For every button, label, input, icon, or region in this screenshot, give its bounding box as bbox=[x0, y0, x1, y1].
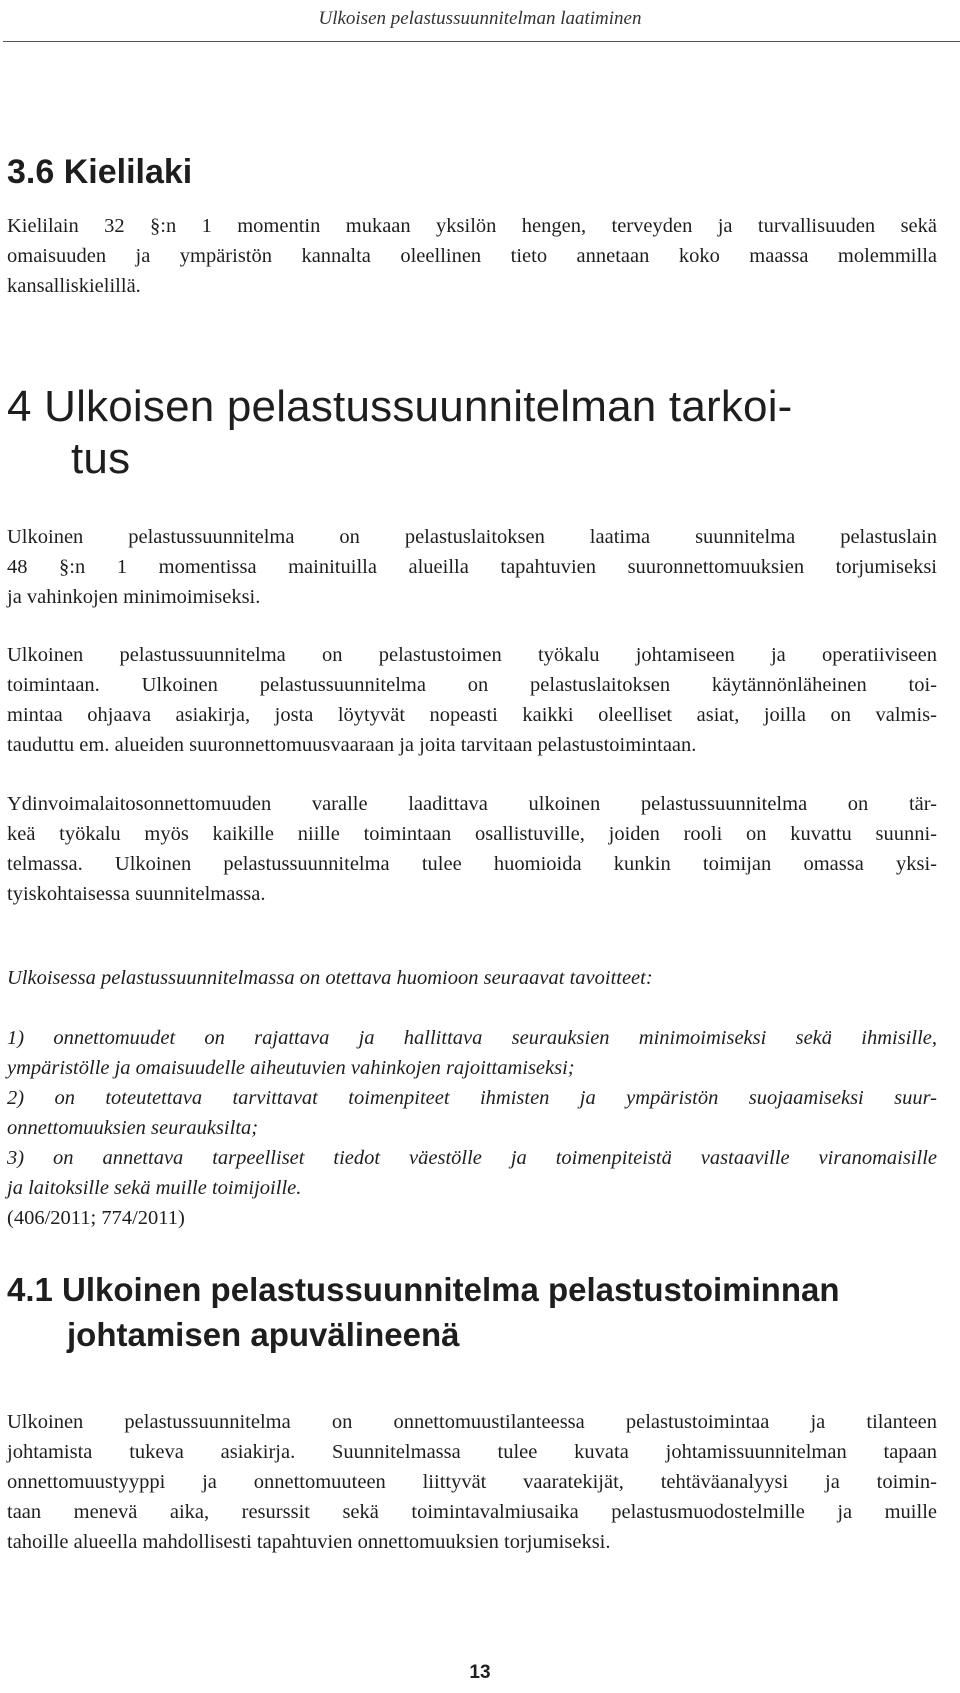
heading-4-line1: 4 Ulkoisen pelastussuunnitelman tarkoi- bbox=[7, 382, 793, 431]
quote-item-1-line2: ympäristölle ja omaisuudelle aiheutuvien vahinkojen rajoittamiseksi; bbox=[7, 1057, 575, 1079]
header-rule bbox=[3, 41, 960, 42]
page-number: 13 bbox=[469, 1662, 491, 1683]
running-header: Ulkoisen pelastussuunnitelman laatiminen bbox=[318, 8, 642, 29]
text-line: Ulkoinen pelastussuunnitelma on onnettomuustilanteessa pelastustoimintaa ja tilanteen bbox=[7, 1411, 937, 1433]
text-line: Kielilain 32 §:n 1 momentin mukaan yksilön hengen, terveyden ja turvallisuuden sekä bbox=[7, 215, 937, 237]
paragraph-4-2 bbox=[7, 640, 937, 760]
paragraph-4-1 bbox=[7, 522, 937, 612]
quote-list bbox=[7, 1023, 937, 1203]
heading-4-1-line1: 4.1 Ulkoinen pelastussuunnitelma pelastustoiminnan bbox=[7, 1271, 840, 1308]
paragraph-4-1-body bbox=[7, 1407, 937, 1557]
heading-3-6: 3.6 Kielilaki bbox=[7, 153, 193, 191]
text-line: Ulkoinen pelastussuunnitelma on pelastuslaitoksen laatima suunnitelma pelastuslain bbox=[7, 526, 937, 548]
text-line: tahoille alueella mahdollisesti tapahtuvien onnettomuuksien torjumiseksi. bbox=[7, 1531, 611, 1553]
heading-4-1-line2: johtamisen apuvälineenä bbox=[67, 1316, 460, 1353]
heading-4-1 bbox=[7, 1267, 840, 1357]
text-line: keä työkalu myös kaikille niille toimintaan osallistuville, joiden rooli on kuvattu suunni- bbox=[7, 823, 937, 845]
text-line: taan menevä aika, resurssit sekä toimintavalmiusaika pelastusmuodostelmille ja muille bbox=[7, 1501, 937, 1523]
heading-4 bbox=[7, 381, 793, 485]
citation-text: (406/2011; 774/2011) bbox=[7, 1207, 185, 1229]
quote-item-3-line1: 3) on annettava tarpeelliset tiedot väestölle ja toimenpiteistä vastaaville viranomaisille bbox=[7, 1147, 937, 1169]
paragraph-4-3 bbox=[7, 789, 937, 909]
text-line: omaisuuden ja ympäristön kannalta oleellinen tieto annetaan koko maassa molemmilla bbox=[7, 245, 937, 267]
text-line: Ulkoinen pelastussuunnitelma on pelastustoimen työkalu johtamiseen ja operatiiviseen bbox=[7, 644, 937, 666]
citation bbox=[7, 1203, 937, 1233]
text-line: tauduttu em. alueiden suuronnettomuusvaaraan ja joita tarvitaan pelastustoimintaan. bbox=[7, 734, 697, 756]
text-line: mintaa ohjaava asiakirja, josta löytyvät nopeasti kaikki oleelliset asiat, joilla on valmis- bbox=[7, 704, 937, 726]
quote-item-1-line1: 1) onnettomuudet on rajattava ja hallittava seurauksien minimoimiseksi sekä ihmisille, bbox=[7, 1027, 937, 1049]
quote-intro bbox=[7, 963, 937, 993]
quote-item-2-line2: onnettomuuksien seurauksilta; bbox=[7, 1117, 259, 1139]
text-line: toimintaan. Ulkoinen pelastussuunnitelma on pelastuslaitoksen käytännönläheinen toi- bbox=[7, 674, 937, 696]
text-line: kansalliskielillä. bbox=[7, 275, 141, 297]
text-line: 48 §:n 1 momentissa mainituilla alueilla tapahtuvien suuronnettomuuksien torjumiseksi bbox=[7, 556, 937, 578]
text-line: onnettomuustyyppi ja onnettomuuteen liittyvät vaaratekijät, tehtäväanalyysi ja toimin- bbox=[7, 1471, 937, 1493]
text-line: johtamista tukeva asiakirja. Suunnitelmassa tulee kuvata johtamissuunnitelman tapaan bbox=[7, 1441, 937, 1463]
quote-item-3-line2: ja laitoksille sekä muille toimijoille. bbox=[7, 1177, 302, 1199]
quote-item-2-line1: 2) on toteutettava tarvittavat toimenpiteet ihmisten ja ympäristön suojaamiseksi suur- bbox=[7, 1087, 937, 1109]
text-line: Ulkoisessa pelastussuunnitelmassa on otettava huomioon seuraavat tavoitteet: bbox=[7, 967, 653, 989]
text-line: Ydinvoimalaitosonnettomuuden varalle laadittava ulkoinen pelastussuunnitelma on tär- bbox=[7, 793, 937, 815]
heading-4-line2: tus bbox=[71, 434, 131, 483]
paragraph-kielilaki bbox=[7, 211, 937, 301]
text-line: telmassa. Ulkoinen pelastussuunnitelma tulee huomioida kunkin toimijan omassa yksi- bbox=[7, 853, 937, 875]
text-line: tyiskohtaisessa suunnitelmassa. bbox=[7, 883, 266, 905]
text-line: ja vahinkojen minimoimiseksi. bbox=[7, 586, 261, 608]
